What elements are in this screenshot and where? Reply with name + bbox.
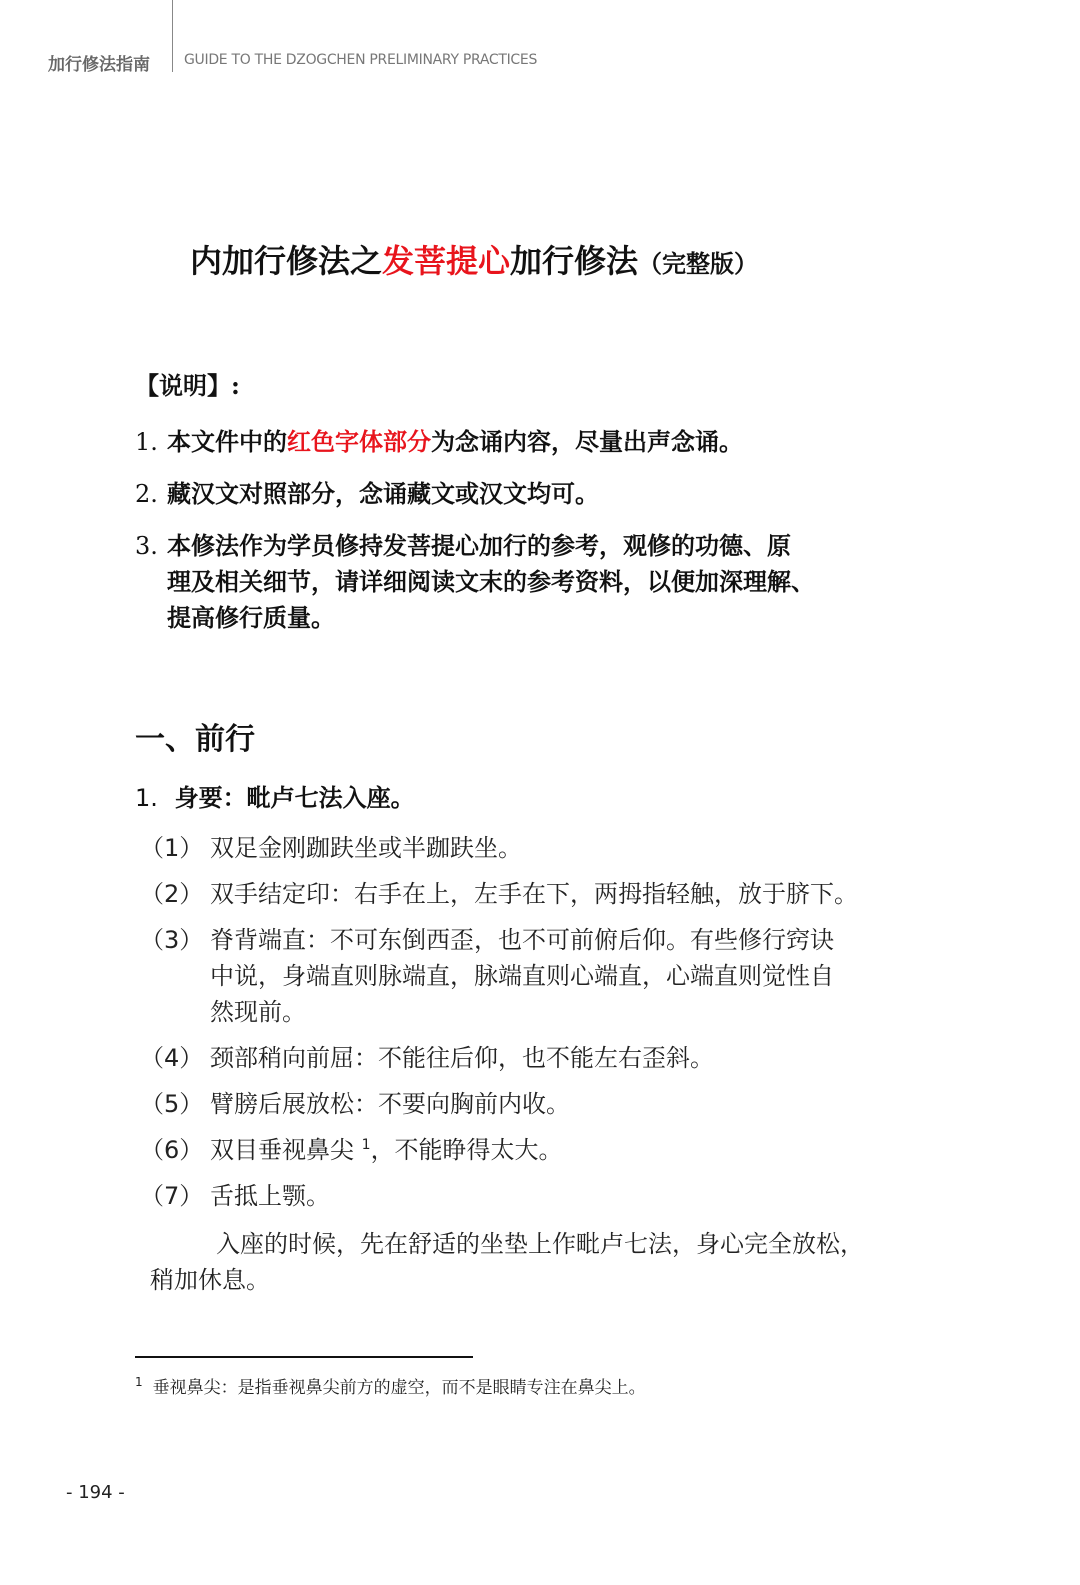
footnote-text: 垂视鼻尖：是指垂视鼻尖前方的虚空，而不是眼睛专注在鼻尖上。 [152,1378,646,1398]
section-heading: 一、前行 [135,722,255,757]
body-paragraph [150,1226,925,1298]
posture-index: （4） [140,1044,204,1072]
footnote-divider [135,1356,473,1358]
header-title-en: GUIDE TO THE DZOGCHEN PRELIMINARY PRACTICES [184,52,538,68]
footnote [135,1373,646,1398]
posture-item [140,1086,930,1122]
posture-text: 双目垂视鼻尖 [210,1136,354,1164]
note-text: 提高修行质量。 [167,603,335,632]
paragraph-line: 稍加休息。 [150,1266,270,1294]
posture-item [140,876,930,912]
note-number: 2. [135,480,158,508]
note-item-2 [135,476,935,512]
posture-item [140,922,930,1030]
posture-text: 脊背端直：不可东倒西歪，也不可前俯后仰。有些修行窍诀 [210,926,834,954]
footnote-reference[interactable]: 1 [361,1137,371,1153]
note-text: 本修法作为学员修持发菩提心加行的参考，观修的功德、原 [167,531,791,560]
page-number: - 194 - [66,1482,125,1503]
header-divider [172,0,173,72]
posture-text: 舌抵上颚。 [210,1182,330,1210]
posture-text: 然现前。 [210,998,306,1026]
posture-index: （3） [140,926,204,954]
title-part3: 加行修法 [510,242,639,280]
note-text: 藏汉文对照部分，念诵藏文或汉文均可。 [167,479,599,508]
note-number: 1. [135,428,158,456]
posture-index: （6） [140,1136,204,1164]
note-text: 理及相关细节，请详细阅读文末的参考资料，以便加深理解、 [167,567,815,596]
posture-index: （5） [140,1090,204,1118]
sub-heading-text: 身要：毗卢七法入座。 [174,784,415,812]
posture-text: 颈部稍向前屈：不能往后仰，也不能左右歪斜。 [210,1044,714,1072]
note-item-1 [135,424,935,460]
paragraph-line: 入座的时候，先在舒适的坐垫上作毗卢七法，身心完全放松， [216,1230,864,1258]
note-highlight: 红色字体部分 [287,427,431,456]
posture-index: （7） [140,1182,204,1210]
title-highlight: 发菩提心 [382,242,511,280]
note-text: 本文件中的 [167,427,287,456]
sub-heading [135,778,415,813]
notes-heading: 【说明】: [135,371,240,400]
posture-text: 臂膀后展放松：不要向胸前内收。 [210,1090,570,1118]
posture-item [140,830,930,866]
footnote-number: 1 [135,1375,143,1390]
title-suffix: （完整版） [638,249,759,278]
posture-text: 双手结定印：右手在上，左手在下，两拇指轻触，放于脐下。 [210,880,858,908]
posture-item [140,1132,930,1168]
note-item-3 [135,528,935,636]
title-part1: 内加行修法之 [190,242,383,280]
posture-index: （1） [140,834,204,862]
note-number: 3. [135,532,158,560]
posture-text: ，不能睁得太大。 [370,1136,563,1164]
posture-item [140,1178,930,1214]
posture-item [140,1040,930,1076]
posture-text: 中说，身端直则脉端直，脉端直则心端直，心端直则觉性自 [210,962,834,990]
note-text: 为念诵内容，尽量出声念诵。 [431,427,743,456]
posture-index: （2） [140,880,204,908]
posture-text: 双足金刚跏趺坐或半跏趺坐。 [210,834,522,862]
document-title [190,236,758,282]
sub-heading-number: 1. [135,784,158,812]
header-title-cn: 加行修法指南 [48,55,150,75]
